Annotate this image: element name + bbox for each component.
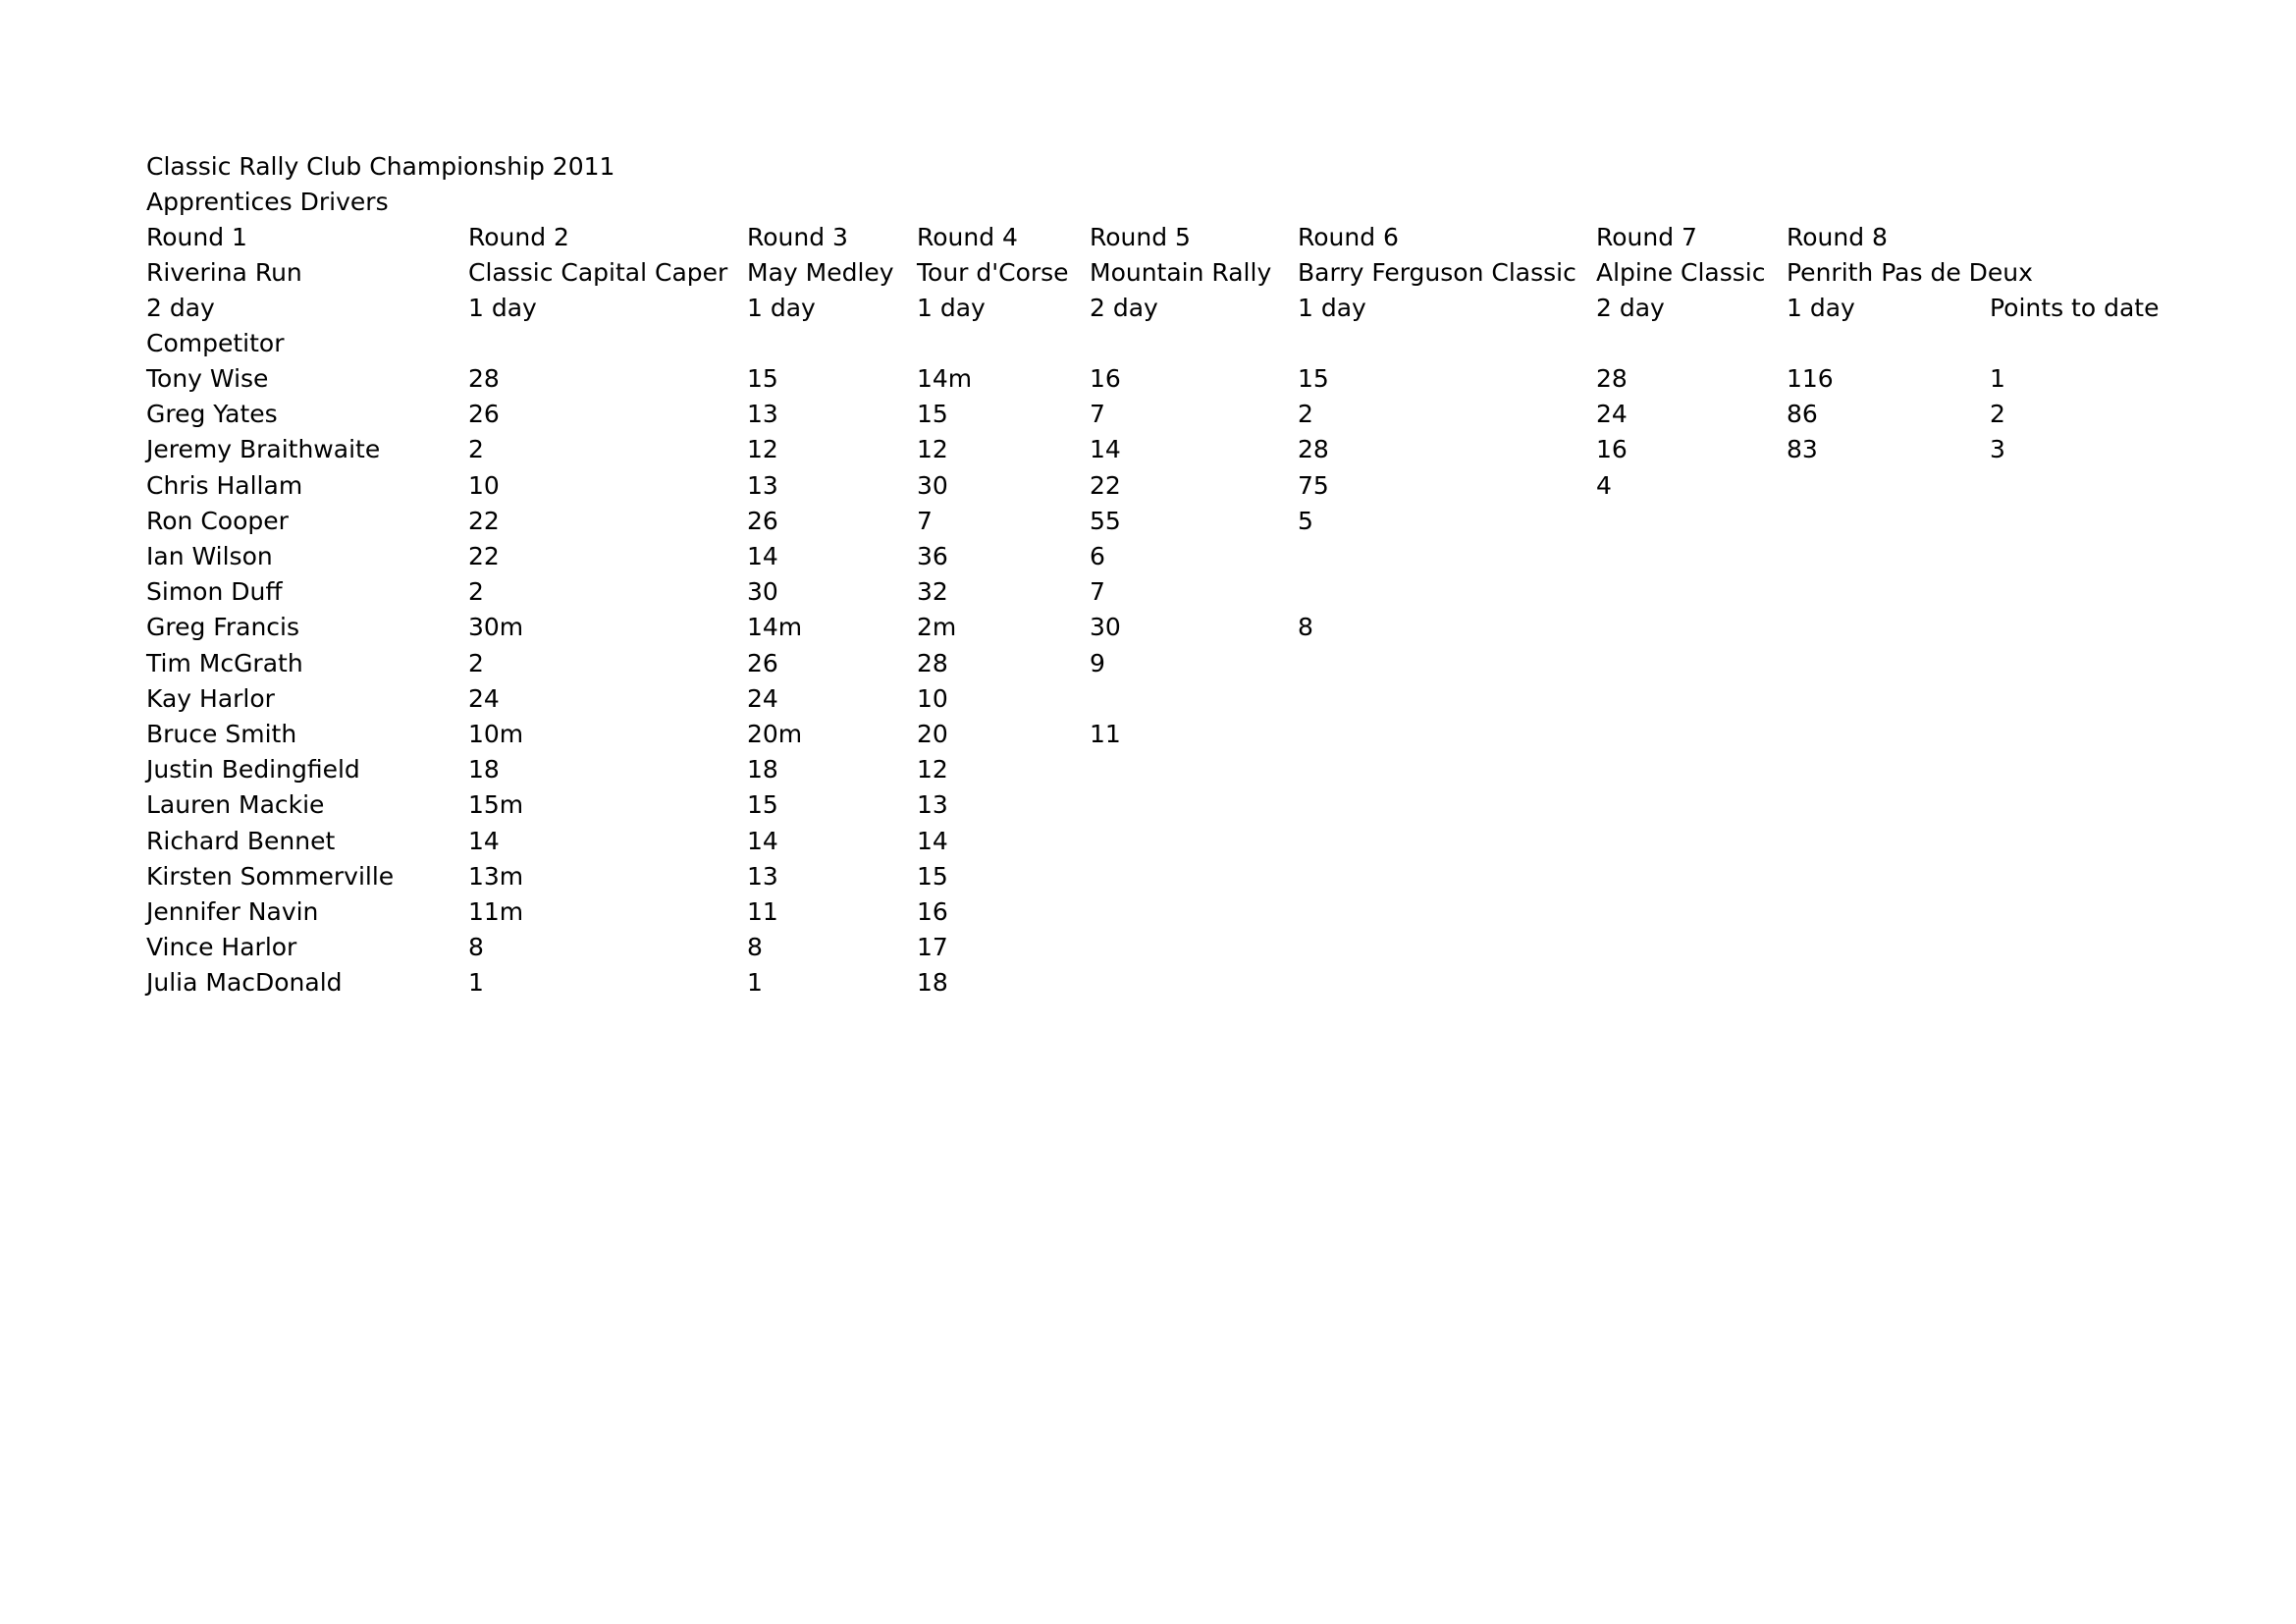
table-cell-col-4: 14 xyxy=(1090,435,1121,463)
table-row xyxy=(0,894,2296,930)
event-header-col-1: Classic Capital Caper xyxy=(468,258,728,287)
table-cell-col-1: 8 xyxy=(468,933,484,961)
table-cell-col-0: Ron Cooper xyxy=(146,507,289,535)
table-cell-col-1: 1 xyxy=(468,968,484,997)
round-header-col-1: Round 2 xyxy=(468,223,569,251)
event-name-row xyxy=(0,255,2296,291)
event-duration-row xyxy=(0,291,2296,326)
table-row xyxy=(0,504,2296,539)
table-cell-col-3: 7 xyxy=(917,507,933,535)
table-row xyxy=(0,930,2296,965)
table-cell-col-3: 12 xyxy=(917,435,948,463)
duration-header-col-7: 1 day xyxy=(1787,294,1855,322)
table-cell-col-2: 14 xyxy=(747,542,778,570)
table-cell-col-1: 2 xyxy=(468,435,484,463)
table-cell-col-4: 30 xyxy=(1090,613,1121,641)
table-cell-col-3: 12 xyxy=(917,755,948,784)
table-cell-col-6: 16 xyxy=(1596,435,1628,463)
duration-header-col-0: 2 day xyxy=(146,294,215,322)
table-cell-col-5: 8 xyxy=(1298,613,1313,641)
table-row xyxy=(0,717,2296,752)
table-row xyxy=(0,539,2296,574)
table-cell-col-4: 11 xyxy=(1090,720,1121,748)
table-cell-col-3: 2m xyxy=(917,613,957,641)
table-cell-col-8: 2 xyxy=(1990,400,2005,428)
table-cell-col-1: 11m xyxy=(468,897,524,926)
table-cell-col-2: 13 xyxy=(747,471,778,500)
table-cell-col-0: Lauren Mackie xyxy=(146,790,325,819)
table-cell-col-6: 4 xyxy=(1596,471,1612,500)
table-cell-col-3: 17 xyxy=(917,933,948,961)
table-cell-col-1: 26 xyxy=(468,400,500,428)
table-cell-col-4: 9 xyxy=(1090,649,1105,677)
table-cell-col-3: 10 xyxy=(917,684,948,713)
table-cell-col-2: 26 xyxy=(747,507,778,535)
round-header-col-2: Round 3 xyxy=(747,223,848,251)
table-row xyxy=(0,610,2296,645)
table-cell-col-2: 26 xyxy=(747,649,778,677)
table-row xyxy=(0,965,2296,1001)
table-cell-col-8: 1 xyxy=(1990,364,2005,393)
round-header-col-0: Round 1 xyxy=(146,223,247,251)
table-row xyxy=(0,824,2296,859)
table-cell-col-0: Richard Bennet xyxy=(146,827,336,855)
table-cell-col-4: 7 xyxy=(1090,400,1105,428)
event-header-col-4: Mountain Rally xyxy=(1090,258,1272,287)
table-cell-col-3: 30 xyxy=(917,471,948,500)
table-cell-col-1: 15m xyxy=(468,790,524,819)
table-cell-col-3: 36 xyxy=(917,542,948,570)
duration-header-col-8: Points to date xyxy=(1990,294,2160,322)
table-cell-col-5: 28 xyxy=(1298,435,1329,463)
table-cell-col-2: 30 xyxy=(747,577,778,606)
table-cell-col-1: 10m xyxy=(468,720,524,748)
duration-header-col-1: 1 day xyxy=(468,294,537,322)
table-cell-col-2: 8 xyxy=(747,933,763,961)
table-cell-col-2: 24 xyxy=(747,684,778,713)
table-cell-col-1: 30m xyxy=(468,613,524,641)
table-cell-col-3: 15 xyxy=(917,862,948,891)
round-header-col-5: Round 6 xyxy=(1298,223,1399,251)
table-row xyxy=(0,574,2296,610)
table-cell-col-0: Tony Wise xyxy=(146,364,269,393)
table-row xyxy=(0,681,2296,717)
table-cell-col-2: 1 xyxy=(747,968,763,997)
table-cell-col-3: 16 xyxy=(917,897,948,926)
table-cell-col-0: Justin Bedingfield xyxy=(146,755,360,784)
table-cell-col-2: 14m xyxy=(747,613,803,641)
table-cell-col-0: Simon Duff xyxy=(146,577,283,606)
table-cell-col-0: Julia MacDonald xyxy=(146,968,343,997)
table-cell-col-1: 22 xyxy=(468,542,500,570)
round-header-col-6: Round 7 xyxy=(1596,223,1697,251)
table-row xyxy=(0,432,2296,467)
duration-header-col-5: 1 day xyxy=(1298,294,1366,322)
table-cell-col-1: 10 xyxy=(468,471,500,500)
round-header-col-7: Round 8 xyxy=(1787,223,1888,251)
table-cell-col-3: 14 xyxy=(917,827,948,855)
table-cell-col-2: 13 xyxy=(747,400,778,428)
duration-header-col-6: 2 day xyxy=(1596,294,1665,322)
table-cell-col-7: 86 xyxy=(1787,400,1818,428)
table-cell-col-6: 24 xyxy=(1596,400,1628,428)
table-cell-col-0: Jeremy Braithwaite xyxy=(146,435,381,463)
table-row xyxy=(0,787,2296,823)
table-row xyxy=(0,361,2296,397)
table-row xyxy=(0,397,2296,432)
table-cell-col-2: 15 xyxy=(747,364,778,393)
round-header-col-4: Round 5 xyxy=(1090,223,1191,251)
round-header-col-3: Round 4 xyxy=(917,223,1018,251)
table-cell-col-1: 14 xyxy=(468,827,500,855)
table-cell-col-0: Jennifer Navin xyxy=(146,897,319,926)
table-cell-col-4: 22 xyxy=(1090,471,1121,500)
table-row xyxy=(0,859,2296,894)
table-cell-col-7: 83 xyxy=(1787,435,1818,463)
table-cell-col-3: 32 xyxy=(917,577,948,606)
event-header-col-2: May Medley xyxy=(747,258,894,287)
table-cell-col-5: 75 xyxy=(1298,471,1329,500)
round-number-row xyxy=(0,220,2296,255)
event-header-col-6: Alpine Classic xyxy=(1596,258,1766,287)
table-cell-col-4: 6 xyxy=(1090,542,1105,570)
table-cell-col-0: Ian Wilson xyxy=(146,542,273,570)
event-header-col-3: Tour d'Corse xyxy=(917,258,1069,287)
table-cell-col-0: Vince Harlor xyxy=(146,933,297,961)
event-header-col-0: Riverina Run xyxy=(146,258,302,287)
duration-header-col-2: 1 day xyxy=(747,294,816,322)
table-cell-col-1: 2 xyxy=(468,649,484,677)
table-cell-col-7: 116 xyxy=(1787,364,1834,393)
table-cell-col-3: 18 xyxy=(917,968,948,997)
document-title: Classic Rally Club Championship 2011 xyxy=(146,152,615,181)
table-cell-col-5: 2 xyxy=(1298,400,1313,428)
table-cell-col-1: 24 xyxy=(468,684,500,713)
table-cell-col-3: 14m xyxy=(917,364,973,393)
table-cell-col-1: 18 xyxy=(468,755,500,784)
table-cell-col-3: 13 xyxy=(917,790,948,819)
table-cell-col-0: Greg Francis xyxy=(146,613,300,641)
table-cell-col-0: Tim McGrath xyxy=(146,649,303,677)
table-cell-col-4: 7 xyxy=(1090,577,1105,606)
table-cell-col-2: 12 xyxy=(747,435,778,463)
table-cell-col-3: 20 xyxy=(917,720,948,748)
table-row xyxy=(0,468,2296,504)
competitor-column-label: Competitor xyxy=(146,329,285,357)
event-header-col-5: Barry Ferguson Classic xyxy=(1298,258,1576,287)
duration-header-col-3: 1 day xyxy=(917,294,986,322)
table-cell-col-2: 18 xyxy=(747,755,778,784)
table-cell-col-3: 15 xyxy=(917,400,948,428)
table-cell-col-4: 55 xyxy=(1090,507,1121,535)
table-cell-col-0: Bruce Smith xyxy=(146,720,297,748)
table-cell-col-2: 15 xyxy=(747,790,778,819)
table-cell-col-1: 22 xyxy=(468,507,500,535)
table-cell-col-4: 16 xyxy=(1090,364,1121,393)
duration-header-col-4: 2 day xyxy=(1090,294,1158,322)
table-cell-col-2: 11 xyxy=(747,897,778,926)
table-cell-col-8: 3 xyxy=(1990,435,2005,463)
table-cell-col-2: 13 xyxy=(747,862,778,891)
table-cell-col-1: 2 xyxy=(468,577,484,606)
table-cell-col-6: 28 xyxy=(1596,364,1628,393)
table-cell-col-0: Kay Harlor xyxy=(146,684,275,713)
table-cell-col-0: Chris Hallam xyxy=(146,471,303,500)
event-header-col-7: Penrith Pas de Deux xyxy=(1787,258,2033,287)
table-cell-col-3: 28 xyxy=(917,649,948,677)
table-cell-col-5: 5 xyxy=(1298,507,1313,535)
table-cell-col-1: 13m xyxy=(468,862,524,891)
table-cell-col-0: Greg Yates xyxy=(146,400,278,428)
table-cell-col-0: Kirsten Sommerville xyxy=(146,862,395,891)
table-cell-col-5: 15 xyxy=(1298,364,1329,393)
table-row xyxy=(0,646,2296,681)
table-cell-col-2: 14 xyxy=(747,827,778,855)
table-cell-col-1: 28 xyxy=(468,364,500,393)
document-subtitle: Apprentices Drivers xyxy=(146,188,389,216)
table-row xyxy=(0,752,2296,787)
table-cell-col-2: 20m xyxy=(747,720,803,748)
